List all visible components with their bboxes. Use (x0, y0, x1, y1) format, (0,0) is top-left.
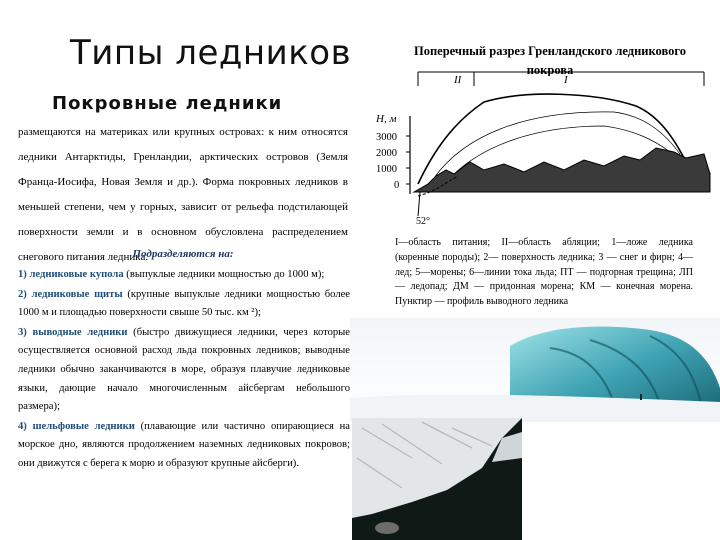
list-item-text: (плавающие или частично опирающиеся на морское дно, являются продолжением наземных ледниковых покровов; они движутся с берега к морю и образуют крупные айсберги). (18, 420, 350, 469)
page-subtitle: Покровные ледники (52, 93, 283, 114)
list-item (18, 286, 350, 323)
intro-text: размещаются на материках или крупных островах: к ним относятся ледники Антарктиды, Гренландии, арктических островов (Земля Франца-Иосифа, Новая Земля и др.). Форма покровных ледников в меньшей степени, чем у горных, зависит от рельефа подстилающей поверхности земли и в основном обусловлена распределением снегового питания ледника. (18, 126, 348, 263)
angle-label: 52° (416, 216, 430, 226)
axis-label: H, м (376, 113, 397, 125)
list-item-number: 2) (18, 288, 27, 300)
glacier-types-list (18, 266, 350, 475)
tick-2000: 2000 (376, 148, 397, 159)
list-item-number: 3) (18, 326, 27, 338)
small-iceberg (375, 522, 399, 534)
list-item (18, 418, 350, 474)
tick-3000: 3000 (376, 132, 397, 143)
iceberg-photo (350, 318, 720, 422)
list-item-number: 1) (18, 269, 27, 280)
left-stripe (0, 0, 6, 540)
subdivision-heading: Подразделяются на: (132, 248, 234, 260)
list-item (18, 266, 350, 285)
page-title: Типы ледников (70, 33, 352, 73)
list-item-term: ледниковые щиты (31, 288, 123, 300)
tick-0: 0 (394, 180, 400, 191)
list-item-term: выводные ледники (32, 326, 128, 338)
list-item-number: 4) (18, 420, 27, 432)
list-item-term: ледниковые купола (29, 269, 124, 280)
list-item-text: (выпуклые ледники мощностью до 1000 м); (123, 269, 325, 280)
list-item-text: (крупные выпуклые ледники мощностью более 1000 м и площадью поверхности свыше 50 тыс. км ²); (18, 288, 351, 319)
zone-label-ii: II (454, 74, 462, 86)
zone-label-i: I (564, 74, 568, 86)
list-item-term: шельфовые ледники (32, 420, 135, 432)
greenland-cross-section-diagram (374, 66, 718, 226)
person-figure (640, 394, 642, 400)
tick-1000: 1000 (376, 164, 397, 175)
diagram-legend: I—область питания; II—область абляции; 1—ложе ледника (коренные породы); 2— поверхность ледника; 3 — снег и фирн; 4— лед; 5—морены; 6—линии тока льда; ПТ — подгорная трещина; ЛП — ледопад; ДМ — придонная морена; КМ — конечная морена. Пунктир — профиль выводного ледника (395, 237, 693, 308)
diagram-title: Поперечный разрез Гренландского ледникового покрова (414, 44, 686, 76)
ice-shelf-aerial-photo (352, 418, 522, 540)
list-item (18, 324, 350, 417)
list-item-text: (быстро движущиеся ледники, через которые осуществляется основной расход льда покровных ледников; выводные ледники обычно заканчиваются в море, образуя плавучие ледниковые языки, дающие начало многочисленным айсбергам небольшого размера); (18, 326, 351, 413)
